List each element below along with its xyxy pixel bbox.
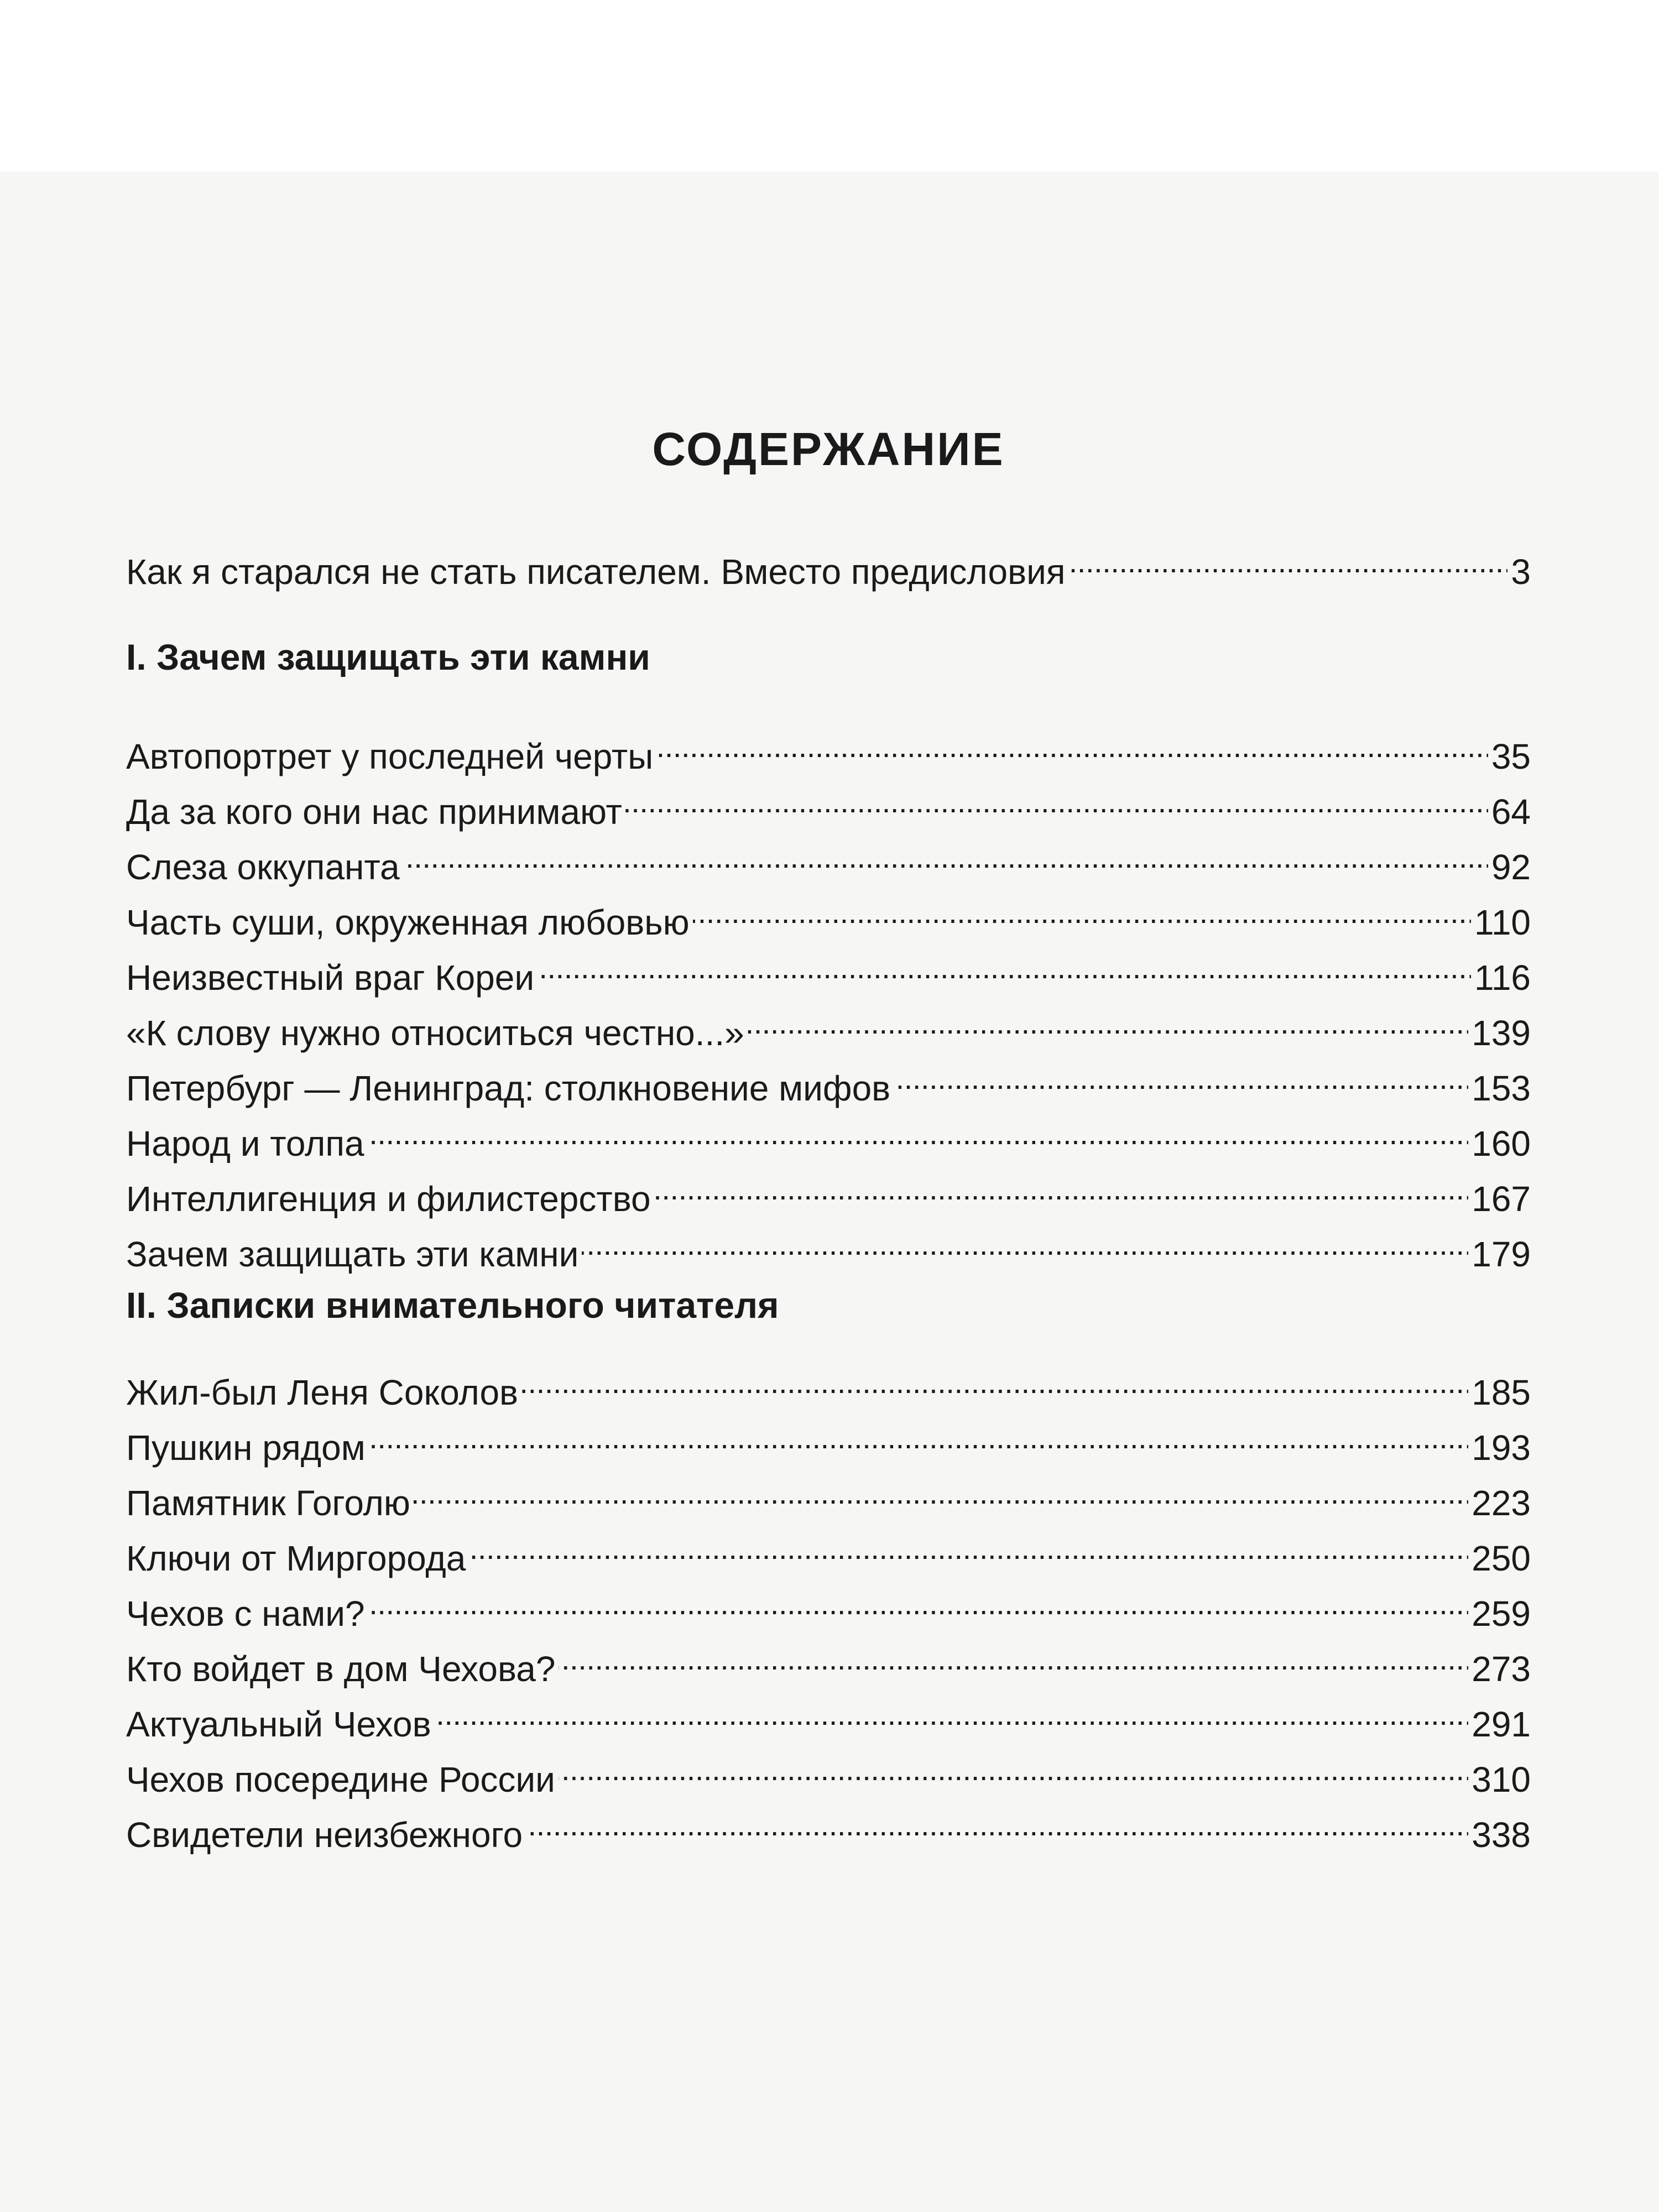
dot-leader: [403, 835, 1488, 879]
toc-entry-page: 310: [1472, 1760, 1531, 1799]
toc-entry: [126, 1582, 1531, 1636]
toc-entry: [126, 1001, 1531, 1055]
toc-entry-page: 167: [1472, 1179, 1531, 1219]
dot-leader: [368, 1112, 1469, 1156]
toc-entry-label: «К слову нужно относиться честно...»: [126, 1013, 744, 1053]
toc-entry-page: 193: [1472, 1428, 1531, 1468]
toc-entry-label: Интеллигенция и филистерство: [126, 1179, 651, 1219]
toc-entry-label: Свидетели неизбежного: [126, 1815, 523, 1855]
toc-entry-page: 110: [1474, 902, 1531, 942]
toc-entry: [126, 1526, 1531, 1580]
toc-entry: [126, 1692, 1531, 1746]
dot-leader: [582, 1222, 1468, 1266]
toc-entry-page: 139: [1472, 1013, 1531, 1053]
toc-entry: [126, 1222, 1531, 1276]
dot-leader: [656, 724, 1488, 769]
toc-entry-label: Автопортрет у последней черты: [126, 737, 654, 776]
toc-entry: [126, 1747, 1531, 1802]
toc-entry: [126, 1637, 1531, 1691]
toc-entry: [126, 1360, 1531, 1415]
toc-entry-label: Петербург — Ленинград: столкновение мифов: [126, 1068, 891, 1108]
toc-entry: [126, 835, 1531, 889]
toc-entry-label: Жил-был Леня Соколов: [126, 1373, 519, 1412]
dot-leader: [369, 1416, 1469, 1460]
toc-entry-label: Ключи от Миргорода: [126, 1538, 466, 1578]
toc-entry: [126, 1167, 1531, 1221]
dot-leader: [526, 1803, 1468, 1847]
toc-entry-label: Пушкин рядом: [126, 1428, 366, 1468]
toc-entry-page: 250: [1472, 1538, 1531, 1578]
section-heading-1: I. Зачем защищать эти камни: [126, 637, 650, 677]
dot-leader: [559, 1747, 1468, 1792]
toc-entry-label: Памятник Гоголю: [126, 1483, 410, 1523]
toc-entry-page: 338: [1472, 1815, 1531, 1855]
toc-entry-label: Как я старался не стать писателем. Вместо предисловия: [126, 552, 1066, 592]
dot-leader: [654, 1167, 1469, 1211]
toc-entry-page: 291: [1472, 1704, 1531, 1744]
toc-entry-label: Слеза оккупанта: [126, 847, 400, 887]
dot-leader: [894, 1056, 1468, 1100]
toc-entry-page: 179: [1472, 1234, 1531, 1274]
toc-entry-label: Неизвестный враг Кореи: [126, 958, 535, 998]
dot-leader: [693, 890, 1471, 935]
dot-leader: [559, 1637, 1468, 1681]
toc-entry: [126, 780, 1531, 834]
dot-leader: [748, 1001, 1469, 1045]
toc-entry-page: 273: [1472, 1649, 1531, 1689]
toc-entry: [126, 1416, 1531, 1470]
toc-entry-label: Да за кого они нас принимают: [126, 792, 622, 832]
toc-entry-label: Зачем защищать эти камни: [126, 1234, 579, 1274]
section-heading-2: II. Записки внимательного читателя: [126, 1285, 779, 1326]
toc-entry-preface: [126, 540, 1531, 594]
toc-entry-page: 185: [1472, 1373, 1531, 1412]
toc-entry: [126, 724, 1531, 779]
toc-entry-page: 64: [1491, 792, 1531, 832]
book-page: [0, 171, 1659, 2212]
toc-title: СОДЕРЖАНИЕ: [652, 423, 1005, 475]
toc-entry-page: 3: [1511, 552, 1531, 592]
dot-leader: [435, 1692, 1469, 1736]
toc-entry: [126, 1056, 1531, 1110]
toc-entry: [126, 1112, 1531, 1166]
toc-entry-label: Часть суши, окруженная любовью: [126, 902, 690, 942]
toc-entry-label: Актуальный Чехов: [126, 1704, 431, 1744]
toc-entry-label: Чехов с нами?: [126, 1594, 365, 1634]
toc-entry-page: 160: [1472, 1124, 1531, 1164]
dot-leader: [368, 1582, 1469, 1626]
toc-entry-label: Народ и толпа: [126, 1124, 364, 1164]
toc-entry-page: 259: [1472, 1594, 1531, 1634]
dot-leader: [1068, 540, 1507, 584]
toc-entry: [126, 1471, 1531, 1525]
toc-entry-label: Кто войдет в дом Чехова?: [126, 1649, 556, 1689]
toc-entry-label: Чехов посередине России: [126, 1760, 555, 1799]
dot-leader: [521, 1360, 1468, 1405]
dot-leader: [469, 1526, 1468, 1571]
toc-entry: [126, 890, 1531, 945]
toc-entry-page: 223: [1472, 1483, 1531, 1523]
toc-entry-page: 116: [1474, 958, 1531, 998]
dot-leader: [538, 946, 1471, 990]
dot-leader: [414, 1471, 1468, 1515]
toc-entry-page: 92: [1491, 847, 1531, 887]
toc-entry-page: 153: [1472, 1068, 1531, 1108]
toc-entry: [126, 1803, 1531, 1857]
dot-leader: [625, 780, 1488, 824]
toc-entry-page: 35: [1491, 737, 1531, 776]
toc-entry: [126, 946, 1531, 1000]
